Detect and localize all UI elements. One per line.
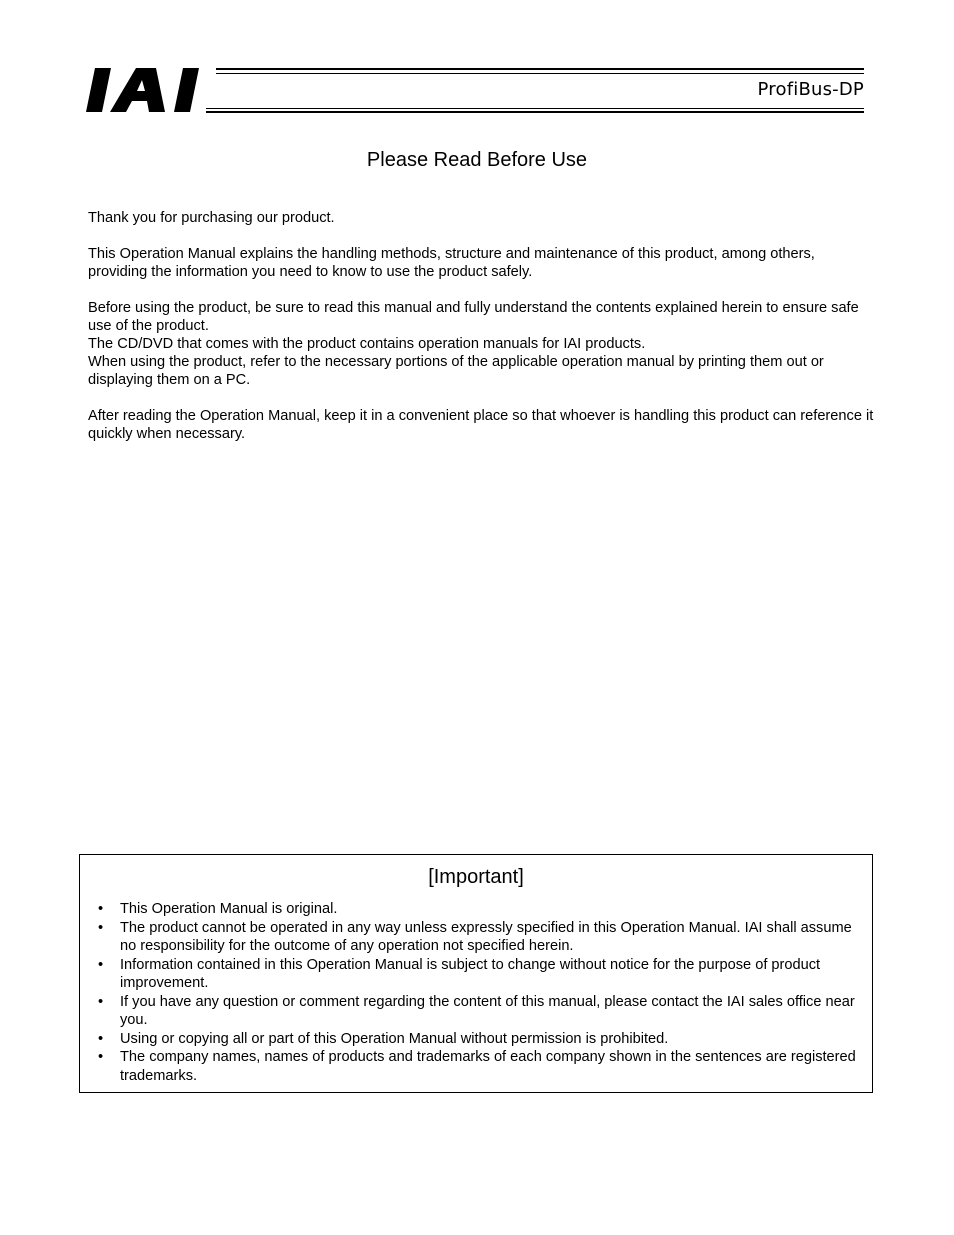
list-item (98, 1030, 870, 1049)
bullet-icon: • (98, 956, 104, 973)
list-item (98, 993, 870, 1030)
important-heading: [Important] (428, 866, 524, 888)
intro-paragraph: Thank you for purchasing our product. (88, 210, 335, 226)
list-item-text: This Operation Manual is original. (120, 901, 338, 917)
list-item (98, 956, 870, 993)
page-title: Please Read Before Use (366, 149, 588, 171)
page-header (86, 66, 866, 116)
bullet-icon: • (98, 1049, 104, 1065)
bullet-icon: • (98, 919, 104, 936)
bullet-icon: • (98, 993, 104, 1010)
header-rule-bottom-thick (206, 111, 864, 113)
intro-paragraph: This Operation Manual explains the handling methods, structure and maintenance of this product, among others, providing the information you need to know to use the product safely. (88, 246, 815, 280)
list-item (98, 919, 870, 956)
list-item-text: The company names, names of products and trademarks of each company shown in the sentences are registered trademarks. (120, 1049, 856, 1084)
header-rule-top-thin (216, 73, 864, 74)
intro-paragraph: After reading the Operation Manual, keep it in a convenient place so that whoever is handling this product can reference it quickly when necessary. (88, 408, 874, 442)
bullet-icon: • (98, 901, 104, 917)
product-name: ProfiBus-DP (757, 79, 864, 100)
list-item-text: Information contained in this Operation Manual is subject to change without notice for the purpose of product improvement. (120, 956, 821, 991)
header-rule-bottom-thin (206, 108, 864, 109)
list-item-text: The product cannot be operated in any way unless expressly specified in this Operation Manual. IAI shall assume no responsibility for the outcome of any operation not specified herein. (120, 919, 852, 954)
intro-text (88, 209, 878, 443)
bullet-icon: • (98, 1030, 104, 1047)
list-item (98, 900, 870, 919)
list-item-text: Using or copying all or part of this Operation Manual without permission is prohibited. (120, 1030, 669, 1047)
important-notice-box (79, 854, 873, 1093)
important-list (98, 900, 870, 1085)
intro-paragraph: Before using the product, be sure to read this manual and fully understand the contents explained herein to ensure safe use of the product. (88, 300, 859, 334)
list-item-text: If you have any question or comment regarding the content of this manual, please contact the IAI sales office near you. (120, 993, 855, 1028)
iai-logo (86, 66, 210, 114)
list-item (98, 1048, 870, 1085)
intro-paragraph: When using the product, refer to the necessary portions of the applicable operation manual by printing them out or displaying them on a PC. (88, 354, 824, 388)
header-rule-top-thick (216, 68, 864, 70)
intro-paragraph: The CD/DVD that comes with the product contains operation manuals for IAI products. (88, 336, 646, 352)
